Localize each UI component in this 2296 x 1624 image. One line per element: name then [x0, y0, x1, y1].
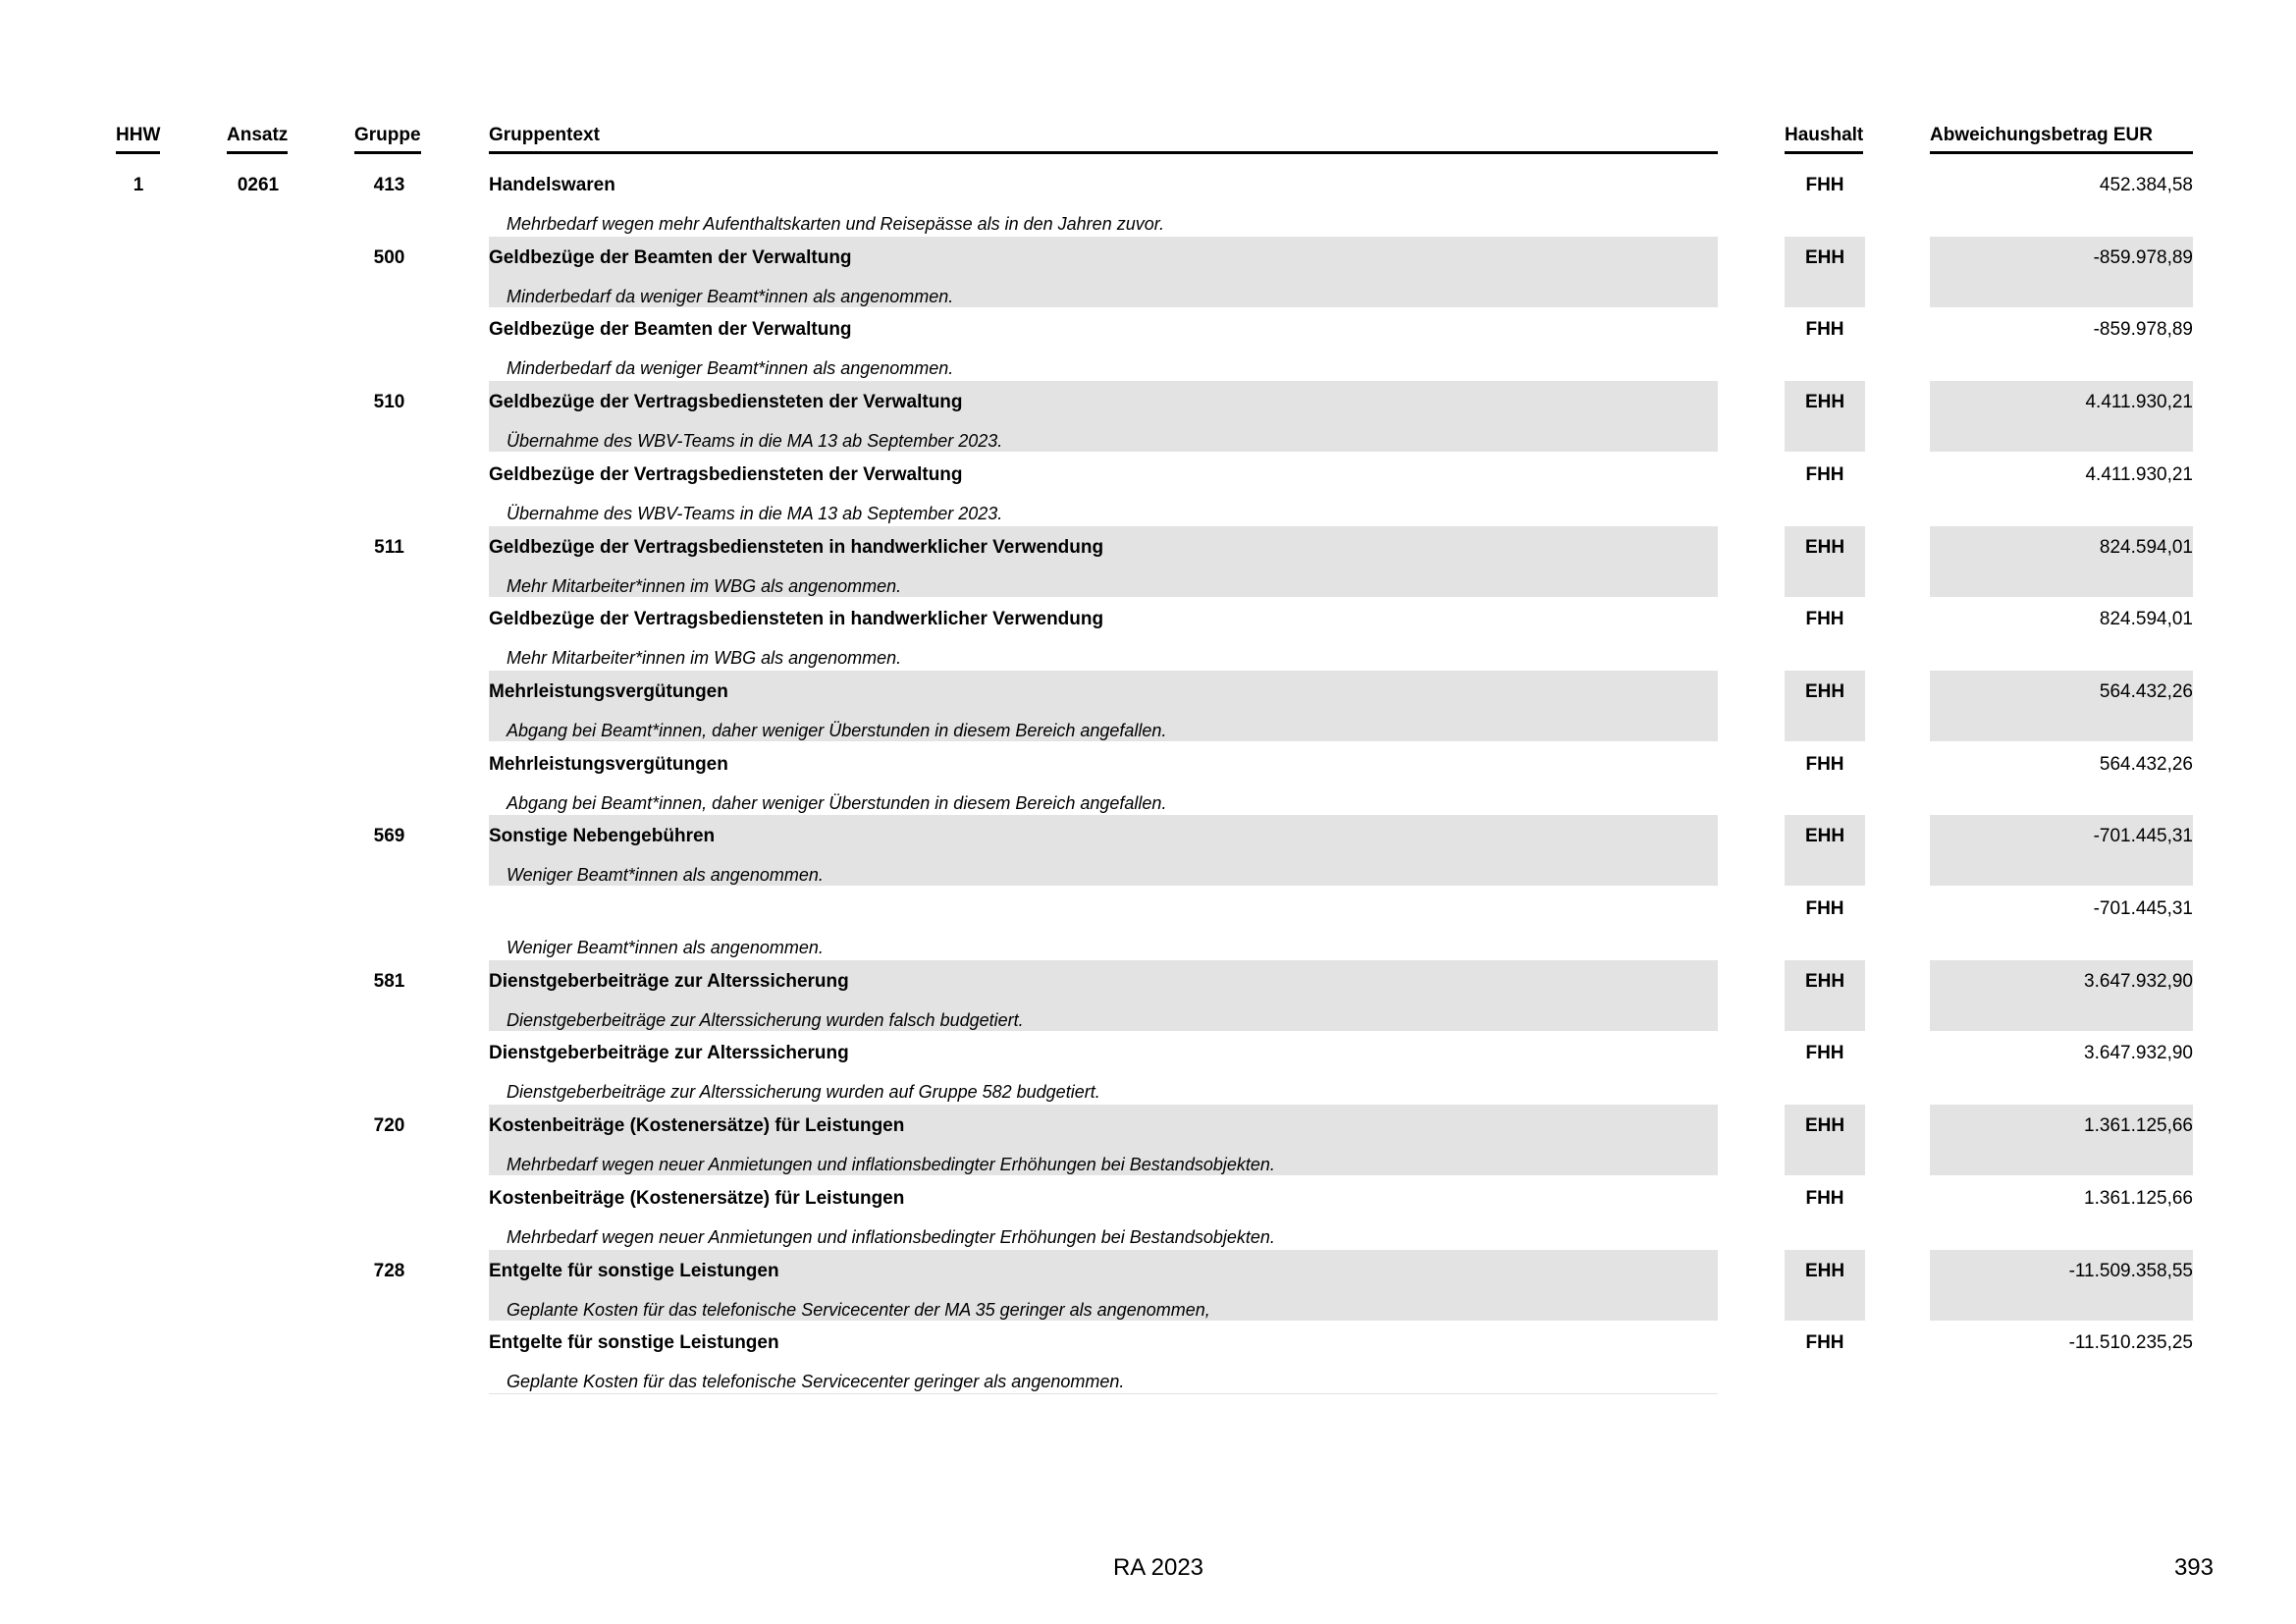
cell-group-note: Mehrbedarf wegen neuer Anmietungen und inflationsbedingter Erhöhungen bei Bestandsobjekten. [507, 1155, 1275, 1175]
cell-gruppe: 511 [374, 536, 404, 558]
cell-group-title: Mehrleistungsvergütungen [489, 753, 728, 775]
cell-group-note: Geplante Kosten für das telefonische Servicecenter geringer als angenommen. [507, 1372, 1125, 1392]
cell-amount: -701.445,31 [2093, 898, 2193, 919]
table-row [0, 669, 2296, 741]
cell-haushalt: FHH [1805, 898, 1844, 919]
cell-gruppe: 510 [373, 392, 405, 413]
header-ansatz: Ansatz [227, 125, 288, 154]
cell-amount: 824.594,01 [2099, 609, 2193, 630]
table-row [0, 741, 2296, 814]
header-gruppe: Gruppe [354, 125, 421, 154]
cell-gruppe: 720 [373, 1115, 405, 1137]
cell-group-note: Abgang bei Beamt*innen, daher weniger Überstunden in diesem Bereich angefallen. [507, 720, 1167, 740]
cell-hhw: 1 [133, 175, 144, 195]
cell-group-title: Geldbezüge der Beamten der Verwaltung [489, 319, 852, 341]
cell-haushalt: EHH [1804, 1260, 1845, 1281]
header-hhw: HHW [116, 125, 160, 154]
cell-haushalt: EHH [1804, 826, 1845, 847]
cell-amount: -701.445,31 [2093, 826, 2193, 847]
cell-haushalt: FHH [1805, 1187, 1844, 1209]
cell-group-note: Mehrbedarf wegen mehr Aufenthaltskarten und Reisepässe als in den Jahren zuvor. [507, 214, 1165, 234]
table-row [0, 1103, 2296, 1175]
cell-group-title: Kostenbeiträge (Kostenersätze) für Leistungen [489, 1115, 905, 1137]
cell-gruppe: 413 [373, 175, 405, 195]
cell-group-title: Handelswaren [489, 175, 615, 195]
cell-haushalt: FHH [1805, 1332, 1844, 1354]
header-haushalt: Haushalt [1785, 125, 1863, 154]
cell-haushalt: FHH [1805, 609, 1844, 630]
cell-gruppe: 581 [373, 970, 405, 992]
cell-group-note: Übernahme des WBV-Teams in die MA 13 ab September 2023. [507, 503, 1003, 523]
cell-haushalt: EHH [1804, 680, 1845, 702]
cell-group-title: Geldbezüge der Vertragsbediensteten der Verwaltung [489, 392, 963, 413]
cell-haushalt: EHH [1804, 1115, 1845, 1137]
table-row [0, 813, 2296, 886]
cell-group-title: Mehrleistungsvergütungen [489, 680, 728, 702]
cell-group-note: Abgang bei Beamt*innen, daher weniger Überstunden in diesem Bereich angefallen. [507, 792, 1167, 813]
table-row [0, 1030, 2296, 1103]
cell-group-title: Geldbezüge der Vertragsbediensteten in handwerklicher Verwendung [489, 609, 1104, 630]
table-row [0, 596, 2296, 669]
cell-amount: 3.647.932,90 [2084, 1043, 2193, 1064]
cell-group-title: Entgelte für sonstige Leistungen [489, 1260, 779, 1281]
cell-group-title: Kostenbeiträge (Kostenersätze) für Leistungen [489, 1187, 905, 1209]
cell-gruppe: 728 [373, 1260, 405, 1281]
cell-gruppe: 569 [373, 826, 405, 847]
cell-amount: 452.384,58 [2099, 175, 2193, 195]
table-end-divider [489, 1393, 1718, 1394]
cell-amount: 564.432,26 [2099, 753, 2193, 775]
cell-amount: 1.361.125,66 [2084, 1115, 2193, 1137]
footer-title: RA 2023 [1112, 1554, 1204, 1581]
cell-group-note: Mehr Mitarbeiter*innen im WBG als angenommen. [507, 575, 902, 596]
cell-group-note: Minderbedarf da weniger Beamt*innen als angenommen. [507, 358, 954, 379]
table-row [0, 162, 2296, 235]
table-row [0, 524, 2296, 597]
table-row [0, 1175, 2296, 1248]
table-row [0, 452, 2296, 524]
table-row [0, 306, 2296, 379]
cell-ansatz: 0261 [237, 175, 280, 195]
cell-group-note: Geplante Kosten für das telefonische Servicecenter der MA 35 geringer als angenommen, [507, 1299, 1210, 1320]
cell-amount: 824.594,01 [2099, 536, 2193, 558]
cell-amount: -859.978,89 [2093, 246, 2193, 268]
table-row [0, 1320, 2296, 1392]
cell-amount: 564.432,26 [2099, 680, 2193, 702]
table-row [0, 379, 2296, 452]
table-row [0, 886, 2296, 958]
cell-amount: -11.510.235,25 [2068, 1332, 2193, 1354]
cell-group-note: Mehr Mitarbeiter*innen im WBG als angenommen. [507, 648, 902, 669]
cell-haushalt: FHH [1805, 319, 1844, 341]
cell-amount: -859.978,89 [2093, 319, 2193, 341]
cell-haushalt: FHH [1805, 753, 1844, 775]
cell-group-title: Geldbezüge der Vertragsbediensteten in handwerklicher Verwendung [489, 536, 1104, 558]
cell-group-title: Geldbezüge der Beamten der Verwaltung [489, 246, 852, 268]
cell-group-note: Dienstgeberbeiträge zur Alterssicherung wurden auf Gruppe 582 budgetiert. [507, 1082, 1100, 1103]
cell-group-title: Entgelte für sonstige Leistungen [489, 1332, 779, 1354]
cell-haushalt: FHH [1805, 463, 1844, 485]
cell-haushalt: FHH [1805, 175, 1844, 195]
cell-haushalt: EHH [1804, 970, 1845, 992]
cell-amount: 1.361.125,66 [2084, 1187, 2193, 1209]
cell-gruppe: 500 [373, 246, 405, 268]
cell-group-note: Weniger Beamt*innen als angenommen. [507, 938, 824, 957]
header-abweichungsbetrag: Abweichungsbetrag EUR [1930, 125, 2193, 154]
cell-group-note: Dienstgeberbeiträge zur Alterssicherung wurden falsch budgetiert. [507, 1009, 1024, 1030]
cell-group-note: Mehrbedarf wegen neuer Anmietungen und inflationsbedingter Erhöhungen bei Bestandsobjekten. [507, 1226, 1275, 1247]
cell-group-title: Dienstgeberbeiträge zur Alterssicherung [489, 1043, 849, 1064]
cell-haushalt: FHH [1805, 1043, 1844, 1064]
cell-haushalt: EHH [1804, 536, 1845, 558]
cell-group-note: Weniger Beamt*innen als angenommen. [507, 865, 824, 886]
cell-haushalt: EHH [1804, 392, 1845, 413]
cell-group-title: Dienstgeberbeiträge zur Alterssicherung [489, 970, 849, 992]
cell-group-title: Geldbezüge der Vertragsbediensteten der Verwaltung [489, 463, 963, 485]
header-gruppentext: Gruppentext [489, 125, 1718, 154]
cell-haushalt: EHH [1804, 246, 1845, 268]
cell-amount: 4.411.930,21 [2085, 392, 2193, 413]
table-row [0, 1248, 2296, 1321]
table-row [0, 235, 2296, 307]
cell-group-note: Übernahme des WBV-Teams in die MA 13 ab September 2023. [507, 431, 1003, 452]
cell-group-note: Minderbedarf da weniger Beamt*innen als angenommen. [507, 286, 954, 306]
table-row [0, 958, 2296, 1031]
cell-amount: 4.411.930,21 [2085, 463, 2193, 485]
cell-amount: -11.509.358,55 [2068, 1260, 2193, 1281]
cell-amount: 3.647.932,90 [2084, 970, 2193, 992]
cell-group-title: Sonstige Nebengebühren [489, 826, 716, 847]
page-number: 393 [2173, 1554, 2214, 1581]
